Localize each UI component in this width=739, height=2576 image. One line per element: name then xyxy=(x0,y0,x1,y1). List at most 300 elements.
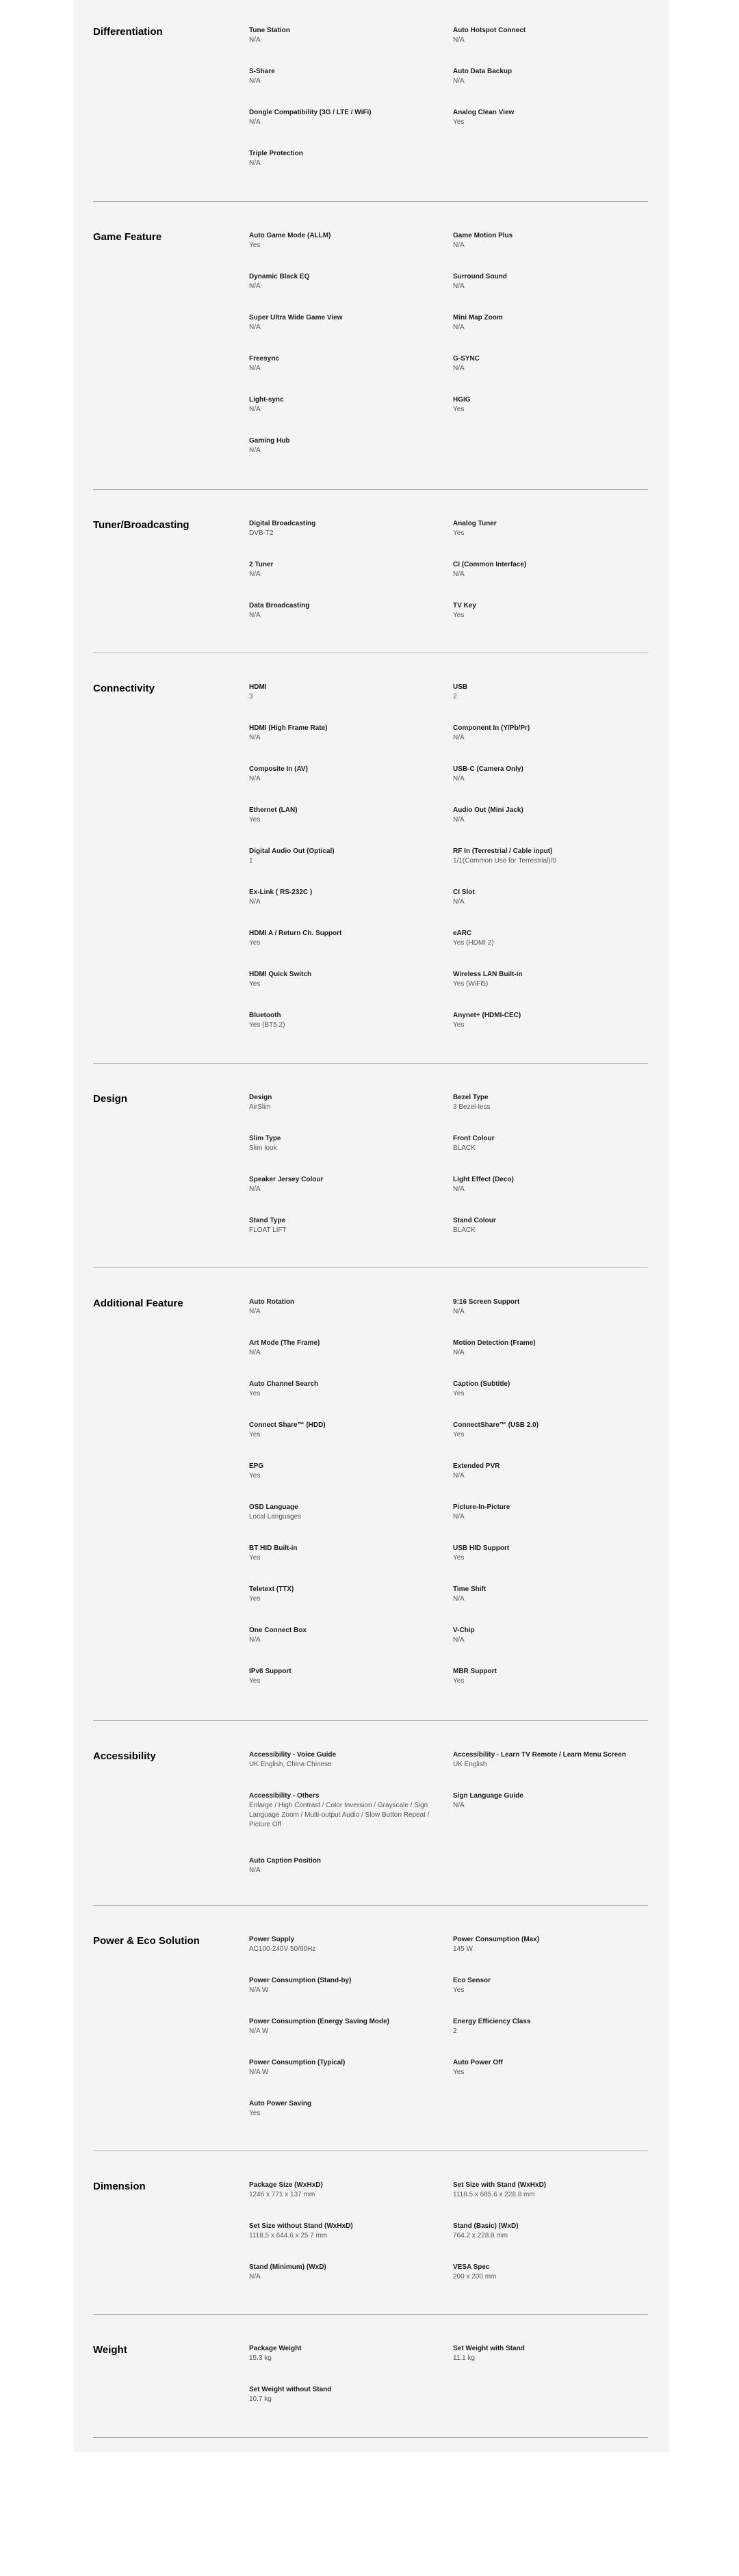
spec-label: Data Broadcasting xyxy=(249,602,310,609)
spec-value: Yes xyxy=(453,1021,465,1029)
spec-label: HDMI Quick Switch xyxy=(249,971,312,978)
spec-label: S-Share xyxy=(249,68,275,75)
spec-item xyxy=(249,149,434,168)
spec-value: N/A xyxy=(249,36,261,44)
spec-value: N/A xyxy=(453,898,465,906)
spec-label: Connect Share™ (HDD) xyxy=(249,1421,326,1429)
spec-value: Yes xyxy=(249,980,261,988)
spec-label: Time Shift xyxy=(453,1586,487,1593)
spec-item xyxy=(249,1976,434,1995)
spec-value: 10.7 kg xyxy=(249,2395,272,2403)
spec-label: Auto Game Mode (ALLM) xyxy=(249,232,331,239)
spec-item xyxy=(453,806,638,825)
spec-label: Teletext (TTX) xyxy=(249,1586,294,1593)
spec-value: N/A xyxy=(453,816,465,824)
spec-item xyxy=(453,888,638,907)
spec-section-game-feature xyxy=(93,201,648,490)
section-title: Differentiation xyxy=(93,26,163,38)
spec-label: Digital Broadcasting xyxy=(249,520,316,527)
spec-item xyxy=(249,560,434,579)
spec-value: AirSlim xyxy=(249,1103,271,1111)
spec-item xyxy=(453,272,638,291)
spec-value: BLACK xyxy=(453,1144,476,1152)
spec-label: 2 Tuner xyxy=(249,561,274,568)
spec-label: Auto Power Saving xyxy=(249,2100,312,2107)
spec-item xyxy=(249,354,434,373)
spec-item xyxy=(249,806,434,825)
spec-item xyxy=(453,847,638,866)
spec-item xyxy=(249,436,434,456)
spec-item xyxy=(453,1093,638,1112)
spec-label: Ethernet (LAN) xyxy=(249,806,298,814)
section-title: Dimension xyxy=(93,2181,146,2192)
spec-label: OSD Language xyxy=(249,1503,298,1511)
spec-label: Slim Type xyxy=(249,1135,281,1142)
section-title: Tuner/Broadcasting xyxy=(93,519,190,531)
spec-item xyxy=(453,1462,638,1481)
section-title: Game Feature xyxy=(93,231,162,243)
spec-value: UK English, China Chinese xyxy=(249,1761,332,1768)
spec-label: Stand Type xyxy=(249,1217,286,1224)
spec-item xyxy=(453,1935,638,1954)
spec-value: 764.2 x 228.8 mm xyxy=(453,2232,508,2239)
spec-value: N/A xyxy=(249,282,261,290)
spec-label: Digital Audio Out (Optical) xyxy=(249,847,335,855)
spec-value: DVB-T2 xyxy=(249,529,274,537)
spec-label: BT HID Built-in xyxy=(249,1545,298,1552)
spec-item xyxy=(453,1134,638,1153)
spec-label: Set Size with Stand (WxHxD) xyxy=(453,2181,547,2189)
spec-value: N/A W xyxy=(249,2027,269,2035)
spec-value: Yes xyxy=(249,939,261,947)
spec-item xyxy=(249,2017,434,2036)
spec-value: 1/1(Common Use for Terrestrial)/0 xyxy=(453,857,556,865)
spec-label: USB xyxy=(453,683,468,691)
spec-value: Enlarge / High Contrast / Color Inversion / Grayscale / Sign Language Zoom / Multi-output Audio / Slow Button Repeat / Picture Off xyxy=(249,1802,430,1828)
spec-value: 2 xyxy=(453,693,457,700)
spec-label: Art Mode (The Frame) xyxy=(249,1339,320,1347)
spec-item xyxy=(249,1935,434,1954)
spec-label: Bluetooth xyxy=(249,1012,281,1019)
spec-item xyxy=(453,108,638,127)
spec-panel xyxy=(74,0,669,2452)
spec-item xyxy=(249,683,434,702)
spec-label: USB HID Support xyxy=(453,1545,510,1552)
spec-label: HGIG xyxy=(453,396,471,404)
spec-label: HDMI (High Frame Rate) xyxy=(249,724,328,732)
spec-label: Bezel Type xyxy=(453,1094,489,1101)
spec-value: Yes xyxy=(453,1986,465,1994)
spec-section-tuner-broadcasting xyxy=(93,489,648,653)
spec-label: Auto Caption Position xyxy=(249,1857,321,1865)
spec-label: Anynet+ (HDMI-CEC) xyxy=(453,1012,521,1019)
spec-label: Light-sync xyxy=(249,396,284,404)
spec-label: Picture-In-Picture xyxy=(453,1503,510,1511)
spec-item xyxy=(249,2263,434,2282)
spec-label: Design xyxy=(249,1094,272,1101)
spec-item xyxy=(249,1791,434,1830)
spec-label: Light Effect (Deco) xyxy=(453,1176,514,1183)
spec-value: Yes (BT5.2) xyxy=(249,1021,285,1029)
spec-value: N/A xyxy=(453,77,465,85)
spec-item xyxy=(249,888,434,907)
spec-value: N/A xyxy=(453,282,465,290)
spec-value: 1118.5 x 685.6 x 228.8 mm xyxy=(453,2191,535,2198)
spec-value: N/A xyxy=(249,406,261,413)
spec-item xyxy=(249,2181,434,2200)
spec-value: N/A xyxy=(453,1185,465,1193)
spec-label: Super Ultra Wide Game View xyxy=(249,314,343,321)
spec-value: N/A xyxy=(453,1636,465,1644)
spec-value: N/A xyxy=(249,159,261,167)
spec-item xyxy=(453,2181,638,2200)
spec-item xyxy=(453,313,638,332)
spec-value: 1246 x 771 x 137 mm xyxy=(249,2191,315,2198)
spec-value: 15.3 kg xyxy=(249,2354,272,2362)
spec-label: Stand (Minimum) (WxD) xyxy=(249,2263,326,2271)
spec-value: N/A xyxy=(453,1513,465,1521)
spec-label: Package Size (WxHxD) xyxy=(249,2181,323,2189)
spec-label: Component In (Y/Pb/Pr) xyxy=(453,724,530,732)
spec-value: N/A xyxy=(453,1802,465,1809)
spec-item xyxy=(453,1380,638,1399)
spec-item xyxy=(453,1626,638,1645)
spec-item xyxy=(249,1134,434,1153)
spec-label: IPv6 Support xyxy=(249,1668,291,1675)
spec-item xyxy=(249,970,434,989)
spec-section-dimension xyxy=(93,2151,648,2315)
spec-item xyxy=(453,601,638,620)
spec-label: CI Slot xyxy=(453,889,475,896)
spec-item xyxy=(453,1216,638,1235)
spec-item xyxy=(453,765,638,784)
spec-item xyxy=(249,1503,434,1522)
spec-value: N/A xyxy=(453,734,465,741)
spec-value: Yes xyxy=(249,1677,261,1685)
spec-value: N/A W xyxy=(249,2068,269,2076)
spec-item xyxy=(249,1011,434,1030)
spec-value: N/A xyxy=(249,365,261,372)
spec-value: N/A xyxy=(249,2273,261,2281)
spec-label: Game Motion Plus xyxy=(453,232,513,239)
spec-value: Yes xyxy=(453,118,465,126)
spec-item xyxy=(249,26,434,45)
spec-label: Auto Rotation xyxy=(249,1298,295,1306)
spec-label: Power Consumption (Typical) xyxy=(249,2059,346,2066)
spec-item xyxy=(249,1667,434,1686)
spec-item xyxy=(249,2222,434,2241)
section-title: Weight xyxy=(93,2344,127,2356)
spec-value: N/A xyxy=(249,324,261,331)
spec-item xyxy=(453,929,638,948)
spec-label: HDMI xyxy=(249,683,267,691)
spec-label: One Connect Box xyxy=(249,1627,307,1634)
spec-label: Motion Detection (Frame) xyxy=(453,1339,536,1347)
spec-item xyxy=(453,1339,638,1358)
spec-item xyxy=(453,1011,638,1030)
spec-item xyxy=(453,2263,638,2282)
spec-label: Extended PVR xyxy=(453,1462,500,1470)
section-title: Connectivity xyxy=(93,683,155,694)
spec-label: Composite In (AV) xyxy=(249,765,308,773)
spec-label: Front Colour xyxy=(453,1135,495,1142)
spec-label: Auto Power Off xyxy=(453,2059,503,2066)
spec-section-differentiation xyxy=(93,0,648,202)
spec-item xyxy=(249,1856,434,1876)
spec-item xyxy=(453,2344,638,2363)
spec-item xyxy=(453,1421,638,1440)
spec-item xyxy=(249,2344,434,2363)
spec-label: Accessibility - Learn TV Remote / Learn Menu Screen xyxy=(453,1751,626,1759)
spec-value: N/A xyxy=(249,1867,261,1874)
spec-label: Auto Data Backup xyxy=(453,68,513,75)
spec-item xyxy=(249,395,434,415)
spec-item xyxy=(453,724,638,743)
spec-label: Audio Out (Mini Jack) xyxy=(453,806,523,814)
spec-label: Accessibility - Voice Guide xyxy=(249,1751,337,1759)
spec-value: Yes xyxy=(453,1677,465,1685)
spec-label: Power Supply xyxy=(249,1936,295,1943)
spec-value: N/A xyxy=(453,36,465,44)
spec-value: Yes xyxy=(453,406,465,413)
spec-label: Energy Efficiency Class xyxy=(453,2018,531,2025)
spec-item xyxy=(249,601,434,620)
spec-item xyxy=(249,519,434,538)
spec-item xyxy=(453,26,638,45)
spec-item xyxy=(453,2017,638,2036)
spec-label: Dongle Compatibility (3G / LTE / WiFi) xyxy=(249,109,372,116)
section-title: Additional Feature xyxy=(93,1298,183,1309)
spec-item xyxy=(249,67,434,86)
spec-item xyxy=(453,2222,638,2241)
spec-value: Yes xyxy=(249,816,261,824)
spec-value: 200 x 200 mm xyxy=(453,2273,497,2281)
spec-value: 1 xyxy=(249,857,253,865)
spec-section-accessibility xyxy=(93,1720,648,1906)
spec-item xyxy=(249,765,434,784)
spec-label: Sign Language Guide xyxy=(453,1792,523,1800)
spec-value: N/A xyxy=(453,1349,465,1356)
spec-value: N/A xyxy=(453,1595,465,1603)
spec-label: Analog Clean View xyxy=(453,109,515,116)
spec-label: Eco Sensor xyxy=(453,1977,491,1984)
spec-item xyxy=(249,1626,434,1645)
spec-section-design xyxy=(93,1063,648,1268)
spec-label: Power Consumption (Energy Saving Mode) xyxy=(249,2018,390,2025)
spec-label: Power Consumption (Stand-by) xyxy=(249,1977,352,1984)
spec-value: Local Languages xyxy=(249,1513,302,1521)
spec-item xyxy=(453,1544,638,1563)
spec-section-power-eco-solution xyxy=(93,1905,648,2151)
spec-item xyxy=(249,1298,434,1317)
spec-label: Speaker Jersey Colour xyxy=(249,1176,324,1183)
spec-item xyxy=(249,1544,434,1563)
spec-item xyxy=(453,970,638,989)
spec-item xyxy=(249,847,434,866)
spec-item xyxy=(249,1175,434,1194)
spec-label: Auto Channel Search xyxy=(249,1380,319,1388)
spec-label: Package Weight xyxy=(249,2345,302,2352)
spec-label: Gaming Hub xyxy=(249,437,290,445)
spec-label: Triple Protection xyxy=(249,150,303,157)
spec-value: N/A xyxy=(453,241,465,249)
spec-item xyxy=(453,2058,638,2077)
spec-label: Wireless LAN Built-in xyxy=(453,971,523,978)
spec-label: Set Weight without Stand xyxy=(249,2386,332,2393)
spec-item xyxy=(249,1093,434,1112)
section-title: Accessibility xyxy=(93,1750,156,1762)
spec-value: Yes xyxy=(249,2110,261,2117)
spec-label: Dynamic Black EQ xyxy=(249,273,310,280)
spec-value: 3 xyxy=(249,693,253,700)
spec-value: N/A xyxy=(249,734,261,741)
spec-item xyxy=(249,1339,434,1358)
spec-label: Analog Tuner xyxy=(453,520,497,527)
spec-value: Yes (HDMI 2) xyxy=(453,939,494,947)
spec-label: Accessibility - Others xyxy=(249,1792,320,1800)
spec-label: Power Consumption (Max) xyxy=(453,1936,540,1943)
spec-label: 9:16 Screen Support xyxy=(453,1298,520,1306)
spec-item xyxy=(453,1791,638,1811)
spec-value: N/A xyxy=(249,1349,261,1356)
spec-value: AC100-240V 50/60Hz xyxy=(249,1945,316,1953)
spec-item xyxy=(249,724,434,743)
spec-value: N/A xyxy=(453,775,465,783)
spec-label: Surround Sound xyxy=(453,273,507,280)
spec-value: Yes xyxy=(249,241,261,249)
spec-item xyxy=(453,519,638,538)
spec-value: N/A xyxy=(453,1472,465,1480)
spec-value: Yes xyxy=(249,1431,261,1438)
spec-item xyxy=(249,2099,434,2118)
spec-item xyxy=(453,67,638,86)
spec-item xyxy=(249,231,434,250)
spec-value: N/A xyxy=(453,1308,465,1315)
spec-label: HDMI A / Return Ch. Support xyxy=(249,930,342,937)
spec-value: Yes xyxy=(453,1431,465,1438)
spec-item xyxy=(453,560,638,579)
spec-value: N/A xyxy=(249,118,261,126)
spec-item xyxy=(249,1750,434,1770)
spec-label: RF In (Terrestrial / Cable input) xyxy=(453,847,553,855)
spec-value: Yes xyxy=(249,1472,261,1480)
spec-section-connectivity xyxy=(93,653,648,1064)
spec-value: N/A xyxy=(249,77,261,85)
spec-value: N/A W xyxy=(249,1986,269,1994)
spec-value: N/A xyxy=(249,775,261,783)
spec-label: G-SYNC xyxy=(453,355,480,363)
spec-label: Auto Hotspot Connect xyxy=(453,27,526,34)
spec-value: Yes xyxy=(249,1595,261,1603)
spec-value: Yes xyxy=(249,1554,261,1562)
spec-value: Yes xyxy=(453,529,465,537)
spec-item xyxy=(453,683,638,702)
spec-item xyxy=(249,1216,434,1235)
section-title: Design xyxy=(93,1093,128,1105)
spec-item xyxy=(249,2058,434,2077)
spec-value: 2 xyxy=(453,2027,457,2035)
spec-item xyxy=(249,2385,434,2404)
spec-item xyxy=(453,1585,638,1604)
spec-label: V-Chip xyxy=(453,1627,475,1634)
spec-item xyxy=(453,231,638,250)
spec-label: Set Size without Stand (WxHxD) xyxy=(249,2222,353,2230)
spec-value: FLOAT LIFT xyxy=(249,1226,287,1234)
spec-value: 11.1 kg xyxy=(453,2354,476,2362)
spec-value: Yes xyxy=(453,1554,465,1562)
spec-value: BLACK xyxy=(453,1226,476,1234)
spec-label: Caption (Subtitle) xyxy=(453,1380,510,1388)
spec-label: USB-C (Camera Only) xyxy=(453,765,523,773)
spec-value: 3 Bezel-less xyxy=(453,1103,491,1111)
spec-value: Yes xyxy=(453,612,465,619)
spec-item xyxy=(249,108,434,127)
spec-label: ConnectShare™ (USB 2.0) xyxy=(453,1421,539,1429)
spec-value: N/A xyxy=(249,612,261,619)
spec-label: Stand Colour xyxy=(453,1217,496,1224)
spec-label: EPG xyxy=(249,1462,264,1470)
spec-label: CI (Common Interface) xyxy=(453,561,527,568)
spec-section-weight xyxy=(93,2314,648,2438)
spec-item xyxy=(453,1175,638,1194)
spec-label: Tune Station xyxy=(249,27,290,34)
spec-value: Yes xyxy=(453,2068,465,2076)
spec-item xyxy=(453,1750,638,1770)
spec-label: VESA Spec xyxy=(453,2263,490,2271)
spec-item xyxy=(453,1503,638,1522)
spec-value: N/A xyxy=(249,898,261,906)
spec-value: N/A xyxy=(249,570,261,578)
spec-item xyxy=(249,1585,434,1604)
spec-label: Ex-Link ( RS-232C ) xyxy=(249,889,313,896)
spec-value: Yes xyxy=(453,1390,465,1397)
spec-item xyxy=(453,1298,638,1317)
spec-value: UK English xyxy=(453,1761,487,1768)
spec-label: Freesync xyxy=(249,355,279,363)
spec-value: N/A xyxy=(249,1308,261,1315)
spec-item xyxy=(453,1667,638,1686)
spec-value: N/A xyxy=(249,1636,261,1644)
spec-item xyxy=(453,1976,638,1995)
spec-label: Stand (Basic) (WxD) xyxy=(453,2222,519,2230)
spec-value: N/A xyxy=(249,1185,261,1193)
spec-value: 1118.5 x 644.6 x 25.7 mm xyxy=(249,2232,328,2239)
section-title: Power & Eco Solution xyxy=(93,1935,200,1947)
spec-value: N/A xyxy=(453,324,465,331)
spec-value: 145 W xyxy=(453,1945,473,1953)
spec-label: eARC xyxy=(453,930,472,937)
spec-item xyxy=(249,1380,434,1399)
spec-item xyxy=(249,1462,434,1481)
spec-label: TV Key xyxy=(453,602,476,609)
spec-item xyxy=(249,929,434,948)
spec-value: Yes xyxy=(249,1390,261,1397)
spec-value: N/A xyxy=(453,365,465,372)
spec-item xyxy=(249,313,434,332)
spec-item xyxy=(453,354,638,373)
spec-value: N/A xyxy=(249,447,261,454)
spec-value: Yes (WiFi5) xyxy=(453,980,489,988)
spec-section-additional-feature xyxy=(93,1267,648,1721)
spec-item xyxy=(453,395,638,415)
spec-value: Slim look xyxy=(249,1144,277,1152)
spec-value: N/A xyxy=(453,570,465,578)
spec-label: Set Weight with Stand xyxy=(453,2345,525,2352)
spec-label: Mini Map Zoom xyxy=(453,314,503,321)
spec-item xyxy=(249,272,434,291)
spec-label: MBR Support xyxy=(453,1668,497,1675)
spec-item xyxy=(249,1421,434,1440)
